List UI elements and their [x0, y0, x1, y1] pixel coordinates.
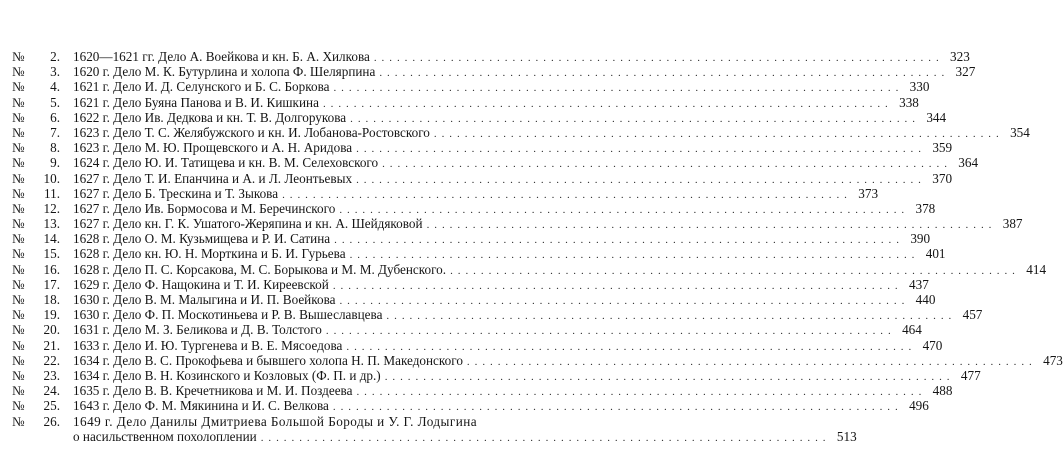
- entry-number: [12, 201, 65, 216]
- entry-number: [12, 95, 65, 110]
- entry-title: 1627 г. Дело Т. И. Епанчина и А. и Л. Леонтьевых: [73, 170, 353, 186]
- entry-title: 1630 г. Дело В. М. Малыгина и И. П. Воейкова: [73, 292, 336, 307]
- toc-entry: [12, 337, 943, 353]
- number-sign: №: [12, 246, 25, 262]
- dot-leader: [450, 264, 1016, 279]
- entry-title: 1643 г. Дело Ф. М. Мякинина и И. С. Велкова: [73, 398, 329, 414]
- dot-leader: [282, 188, 848, 203]
- page-number: 496: [909, 398, 929, 414]
- number-sign: №: [12, 109, 25, 125]
- toc-entry: [12, 246, 946, 262]
- entry-number-value: 20.: [43, 322, 60, 338]
- page-number: 473: [1043, 352, 1063, 368]
- toc-entry: [12, 170, 953, 186]
- entry-number-value: 5.: [50, 94, 60, 110]
- entry-number: [12, 155, 65, 170]
- entry-number: [12, 277, 65, 292]
- entry-number-value: 6.: [50, 109, 60, 125]
- page-number: 327: [955, 64, 976, 80]
- page-number: 373: [858, 185, 879, 201]
- entry-title: 1622 г. Дело Ив. Дедкова и кн. Т. В. Долгорукова: [73, 109, 347, 125]
- dot-leader: [374, 51, 940, 66]
- number-sign: №: [12, 398, 25, 414]
- entry-number-value: 15.: [43, 246, 60, 262]
- entry-title: 1628 г. Дело О. М. Кузьмищева и Р. И. Сатина: [73, 231, 331, 247]
- page-number: 477: [960, 367, 981, 383]
- page-number: 488: [932, 383, 953, 399]
- page-number: 457: [962, 307, 983, 323]
- entry-title: 1633 г. Дело И. Ю. Тургенева и В. Е. Мясоедова: [73, 337, 343, 353]
- page-number: 414: [1026, 261, 1047, 277]
- entry-number: [12, 368, 65, 383]
- toc-entry: [12, 49, 970, 64]
- page-number: 387: [1002, 216, 1023, 232]
- entry-title: 1627 г. Дело кн. Г. К. Ушатого-Жеряпина и кн. А. Шейдяковой: [73, 216, 423, 232]
- entry-number-value: 19.: [43, 307, 60, 323]
- entry-number-value: 3.: [50, 64, 60, 80]
- toc-entry: [12, 292, 936, 307]
- entry-number: [12, 216, 65, 231]
- entry-title-line-1: 1649 г. Дело Данилы Дмитриева Большой Бороды и У. Г. Лодыгина: [73, 413, 478, 429]
- dot-leader: [385, 370, 951, 385]
- number-sign: №: [12, 64, 25, 80]
- entry-number-value: 11.: [44, 185, 60, 201]
- entry-number: [12, 140, 65, 155]
- entry-title: 1623 г. Дело Т. С. Желябужского и кн. И. Лобанова-Ростовского: [73, 124, 430, 140]
- entry-number: [12, 262, 65, 277]
- entry-number-value: 24.: [43, 383, 60, 399]
- dot-leader: [379, 66, 945, 81]
- number-sign: №: [12, 261, 25, 277]
- toc-entry: [12, 109, 947, 125]
- entry-title: 1634 г. Дело В. С. Прокофьева и бывшего холопа Н. П. Македонского: [73, 352, 463, 368]
- page-number: 344: [926, 109, 947, 125]
- toc-entry: [12, 352, 1063, 368]
- number-sign: №: [12, 94, 25, 110]
- entry-number-value: 26.: [43, 413, 60, 429]
- entry-title: 1623 г. Дело М. Ю. Прощевского и А. Н. Аридова: [73, 140, 353, 156]
- entry-title: 1624 г. Дело Ю. И. Татищева и кн. В. М. Селеховского: [73, 155, 379, 171]
- entry-title: 1621 г. Дело Буяна Панова и В. И. Кишкина: [73, 94, 319, 110]
- entry-number-value: 13.: [43, 216, 60, 232]
- number-sign: №: [12, 413, 25, 429]
- entry-number: [12, 292, 65, 307]
- toc-entry: [12, 124, 1030, 140]
- entry-title: 1630 г. Дело Ф. П. Москотиньева и Р. В. Вышеславцева: [73, 307, 383, 323]
- entry-title: 1631 г. Дело М. З. Беликова и Д. В. Толстого: [73, 322, 322, 338]
- toc-entry: [12, 79, 930, 95]
- toc-entry: [12, 64, 976, 80]
- toc-entry: [12, 216, 1023, 232]
- entry-title: 1629 г. Дело Ф. Нащокина и Т. И. Киреевской: [73, 276, 329, 292]
- page-number: 378: [915, 200, 936, 216]
- page-number: 338: [899, 94, 919, 110]
- number-sign: №: [12, 200, 25, 216]
- entry-number-value: 18.: [43, 292, 60, 307]
- number-sign: №: [12, 185, 25, 201]
- page-number: 513: [836, 428, 857, 444]
- entry-number: [12, 353, 65, 368]
- dot-leader: [386, 309, 952, 324]
- number-sign: №: [12, 337, 25, 353]
- page-number: 359: [932, 140, 953, 156]
- entry-title-line-2: о насильственном похолоплении: [73, 428, 257, 444]
- page-number: 390: [910, 231, 931, 247]
- entry-number: [12, 64, 65, 79]
- number-sign: №: [12, 367, 25, 383]
- page-number: 437: [909, 276, 929, 292]
- number-sign: №: [12, 352, 25, 368]
- entry-title: 1627 г. Дело Б. Трескина и Т. Зыкова: [73, 185, 279, 201]
- entry-number: [12, 49, 65, 64]
- entry-title: [65, 414, 857, 446]
- entry-number-value: 4.: [50, 79, 60, 95]
- number-sign: №: [12, 276, 25, 292]
- dot-leader: [333, 81, 899, 96]
- entry-number-value: 14.: [43, 231, 60, 247]
- number-sign: №: [12, 216, 25, 232]
- entry-number: [12, 338, 65, 353]
- toc-entry: [12, 398, 929, 414]
- entry-number-value: 23.: [43, 367, 60, 383]
- entry-title: 1634 г. Дело В. Н. Козинского и Козловых (Ф. П. и др.): [73, 367, 381, 383]
- entry-number: [12, 307, 65, 322]
- entry-title: 1621 г. Дело И. Д. Селунского и Б. С. Боркова: [73, 79, 330, 95]
- entry-title: 1627 г. Дело Ив. Бормосова и М. Беречинского: [73, 200, 336, 216]
- entry-title: 1628 г. Дело кн. Ю. Н. Морткина и Б. И. Гурьева: [73, 246, 346, 262]
- number-sign: №: [12, 322, 25, 338]
- page-number: 354: [1010, 124, 1030, 140]
- entry-title: 1628 г. Дело П. С. Корсакова, М. С. Борыкова и М. М. Дубенского.: [73, 261, 447, 277]
- number-sign: №: [12, 307, 25, 323]
- dot-leader: [333, 279, 899, 294]
- toc-entry: [12, 322, 922, 338]
- number-sign: №: [12, 124, 25, 140]
- number-sign: №: [12, 79, 25, 95]
- entry-number: [12, 171, 65, 186]
- number-sign: №: [12, 49, 25, 64]
- entry-number: [12, 246, 65, 261]
- page-number: 323: [950, 49, 970, 64]
- number-sign: №: [12, 155, 25, 171]
- entry-number: [12, 125, 65, 140]
- dot-leader: [261, 431, 827, 446]
- number-sign: №: [12, 292, 25, 307]
- entry-number-value: 21.: [43, 337, 60, 353]
- toc-entry: [12, 231, 931, 247]
- dot-leader: [467, 355, 1033, 370]
- entry-number-value: 10.: [43, 170, 60, 186]
- number-sign: №: [12, 170, 25, 186]
- dot-leader: [326, 324, 892, 339]
- page-number: 401: [925, 246, 946, 262]
- entry-title: 1620—1621 гг. Дело А. Воейкова и кн. Б. А. Хилкова: [73, 49, 370, 64]
- dot-leader: [356, 142, 922, 157]
- dot-leader: [323, 97, 889, 112]
- table-of-contents: [12, 49, 1063, 444]
- entry-number-value: 9.: [50, 155, 60, 171]
- entry-number: [12, 414, 65, 429]
- dot-leader: [356, 173, 922, 188]
- toc-entry: [12, 200, 936, 216]
- number-sign: №: [12, 231, 25, 247]
- entry-number: [12, 186, 65, 201]
- entry-number-value: 7.: [50, 124, 60, 140]
- entry-title: 1635 г. Дело В. В. Кречетникова и М. И. Поздеева: [73, 383, 353, 399]
- entry-number-value: 2.: [50, 49, 60, 64]
- entry-number-value: 17.: [43, 276, 60, 292]
- entry-number: [12, 79, 65, 94]
- toc-entry: [12, 140, 953, 156]
- page-number: 464: [902, 322, 922, 338]
- toc-entry: [12, 367, 981, 383]
- toc-entry: [12, 383, 953, 399]
- page-number: 364: [958, 155, 979, 171]
- page-number: 370: [932, 170, 953, 186]
- entry-title: 1620 г. Дело М. К. Бутурлина и холопа Ф. Шелярпина: [73, 64, 376, 80]
- page-number: 470: [922, 337, 943, 353]
- dot-leader: [350, 112, 916, 127]
- toc-entry: [12, 413, 857, 444]
- toc-entry: [12, 185, 879, 201]
- entry-number-value: 8.: [50, 140, 60, 156]
- toc-entry: [12, 307, 983, 323]
- toc-entry: [12, 261, 1047, 277]
- page-number: 440: [915, 292, 936, 307]
- page-number: 330: [909, 79, 930, 95]
- toc-entry: [12, 276, 929, 292]
- entry-number: [12, 110, 65, 125]
- number-sign: №: [12, 140, 25, 156]
- number-sign: №: [12, 383, 25, 399]
- entry-number-value: 16.: [43, 261, 60, 277]
- dot-leader: [356, 385, 922, 400]
- entry-number: [12, 398, 65, 413]
- dot-leader: [382, 157, 948, 172]
- toc-entry: [12, 94, 919, 110]
- entry-number: [12, 383, 65, 398]
- entry-number: [12, 322, 65, 337]
- toc-entry: [12, 155, 979, 171]
- dot-leader: [434, 127, 1000, 142]
- entry-number: [12, 231, 65, 246]
- entry-number-value: 25.: [43, 398, 60, 414]
- entry-number-value: 12.: [43, 200, 60, 216]
- dot-leader: [334, 233, 900, 248]
- entry-number-value: 22.: [43, 352, 60, 368]
- dot-leader: [339, 294, 905, 309]
